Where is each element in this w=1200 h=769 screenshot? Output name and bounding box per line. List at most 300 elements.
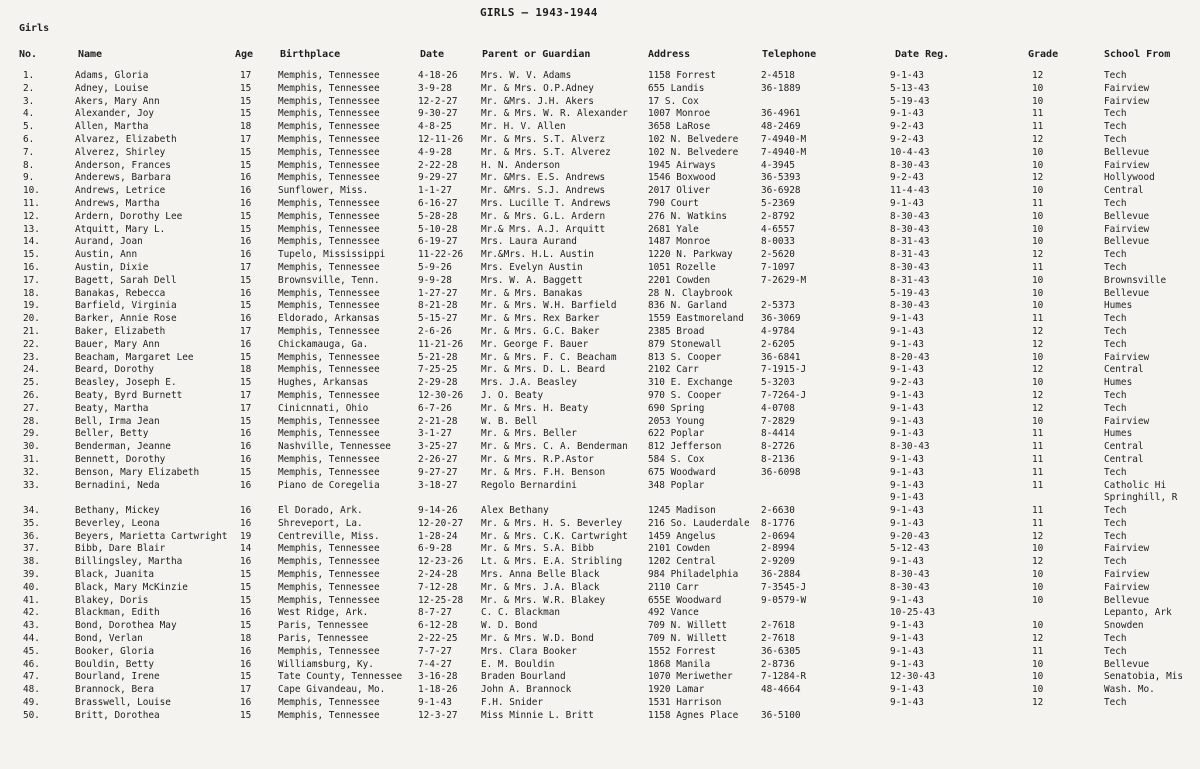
- cell-parent: J. O. Beaty: [481, 389, 544, 401]
- cell-address: 690 Spring: [648, 402, 705, 414]
- cell-name: Brasswell, Louise: [75, 697, 171, 709]
- cell-name: Beard, Dorothy: [75, 364, 155, 376]
- cell-no: 2.: [23, 82, 35, 94]
- cell-name: Benderman, Jeanne: [75, 441, 171, 453]
- cell-grade: 12: [1032, 364, 1044, 376]
- cell-grade: 11: [1032, 197, 1044, 209]
- cell-school-from: Fairview: [1104, 223, 1150, 235]
- cell-parent: Mr. & Mrs. C.K. Cartwright: [481, 530, 628, 542]
- cell-grade: 12: [1032, 172, 1044, 184]
- cell-name: Bond, Verlan: [75, 633, 143, 645]
- cell-school-from: Tech: [1104, 133, 1127, 145]
- cell-school-from: Fairview: [1104, 95, 1150, 107]
- cell-name: Billingsley, Martha: [75, 556, 183, 568]
- cell-name: Black, Mary McKinzie: [75, 581, 188, 593]
- cell-parent: Mr. & Mrs. F.H. Benson: [481, 466, 606, 478]
- cell-telephone: 7-2829: [761, 415, 795, 427]
- cell-parent: E. M. Bouldin: [481, 658, 555, 670]
- cell-birthplace: Memphis, Tennessee: [278, 428, 380, 440]
- cell-telephone: 48-2469: [761, 121, 801, 133]
- cell-telephone: 7-1915-J: [761, 364, 807, 376]
- cell-no: 40.: [23, 581, 40, 593]
- cell-school-from: Fairview: [1104, 351, 1150, 363]
- cell-date-reg: 8-20-43: [890, 351, 930, 363]
- cell-date: 1-27-27: [418, 287, 458, 299]
- cell-no: 34.: [23, 505, 40, 517]
- cell-no: 39.: [23, 569, 40, 581]
- cell-address: 970 S. Cooper: [648, 389, 722, 401]
- table-row: [0, 121, 1200, 134]
- cell-name: Beasley, Joseph E.: [75, 377, 177, 389]
- table-row: [0, 185, 1200, 198]
- cell-no: 50.: [23, 709, 40, 721]
- cell-school-from: Fairview: [1104, 415, 1150, 427]
- cell-date-reg: 9-1-43: [890, 556, 924, 568]
- cell-date: 7-4-27: [418, 658, 452, 670]
- cell-date-reg: 9-2-43: [890, 172, 924, 184]
- cell-parent: Mr. & Mrs. H. S. Beverley: [481, 517, 623, 529]
- cell-birthplace: West Ridge, Ark.: [278, 607, 369, 619]
- cell-name: Ardern, Dorothy Lee: [75, 210, 183, 222]
- cell-name: Blackman, Edith: [75, 607, 160, 619]
- cell-address: 790 Court: [648, 197, 699, 209]
- cell-no: 5.: [23, 121, 35, 133]
- cell-telephone: 2-8792: [761, 210, 795, 222]
- cell-no: 44.: [23, 633, 40, 645]
- cell-telephone: 7-7264-J: [761, 389, 807, 401]
- header-age: Age: [235, 49, 254, 60]
- cell-date-reg: 9-1-43: [890, 658, 924, 670]
- cell-school-from: Springhill, R: [1104, 492, 1178, 504]
- table-row: [0, 659, 1200, 672]
- cell-date: 12-25-28: [418, 594, 464, 606]
- cell-age: 15: [240, 377, 252, 389]
- cell-name: Alexander, Joy: [75, 108, 155, 120]
- cell-name: Atquitt, Mary L.: [75, 223, 166, 235]
- cell-age: 16: [240, 197, 252, 209]
- cell-age: 16: [240, 249, 252, 261]
- cell-date-reg: 9-1-43: [890, 466, 924, 478]
- cell-telephone: 7-4940-M: [761, 133, 807, 145]
- cell-no: 47.: [23, 671, 40, 683]
- cell-date: 5-9-26: [418, 261, 452, 273]
- cell-grade: 10: [1032, 658, 1044, 670]
- cell-parent: Mrs. Anna Belle Black: [481, 569, 600, 581]
- cell-name: Adams, Gloria: [75, 70, 149, 81]
- cell-grade: 11: [1032, 108, 1044, 120]
- cell-no: 14.: [23, 236, 40, 248]
- cell-telephone: 2-5373: [761, 300, 795, 312]
- cell-birthplace: Centreville, Miss.: [278, 530, 380, 542]
- cell-school-from: Tech: [1104, 633, 1127, 645]
- cell-birthplace: Eldorado, Arkansas: [278, 313, 380, 325]
- cell-no: 15.: [23, 249, 40, 261]
- cell-school-from: Tech: [1104, 261, 1127, 273]
- cell-date: 1-18-26: [418, 684, 458, 696]
- cell-address: 2385 Broad: [648, 325, 705, 337]
- cell-address: 1202 Central: [648, 556, 716, 568]
- cell-birthplace: Chickamauga, Ga.: [278, 338, 369, 350]
- cell-no: 37.: [23, 543, 40, 555]
- cell-address: 709 N. Willett: [648, 620, 728, 632]
- table-row: [0, 147, 1200, 160]
- cell-address: 879 Stonewall: [648, 338, 722, 350]
- cell-date-reg: 9-1-43: [890, 517, 924, 529]
- cell-address: 1158 Agnes Place: [648, 709, 739, 721]
- cell-age: 17: [240, 389, 252, 401]
- page-title: GIRLS — 1943-1944: [480, 6, 598, 19]
- cell-grade: 12: [1032, 338, 1044, 350]
- cell-address: 102 N. Belvedere: [648, 146, 739, 158]
- cell-birthplace: Memphis, Tennessee: [278, 172, 380, 184]
- cell-date: 1-1-27: [418, 185, 452, 197]
- cell-no: 24.: [23, 364, 40, 376]
- cell-name: Bibb, Dare Blair: [75, 543, 166, 555]
- table-row: [0, 172, 1200, 185]
- cell-age: 15: [240, 159, 252, 171]
- cell-date: 5-15-27: [418, 313, 458, 325]
- cell-date-reg: 12-30-43: [890, 671, 936, 683]
- cell-school-from: Hollywood: [1104, 172, 1155, 184]
- cell-date: 6-9-28: [418, 543, 452, 555]
- cell-no: 29.: [23, 428, 40, 440]
- cell-parent: John A. Brannock: [481, 684, 572, 696]
- cell-date: 2-26-27: [418, 453, 458, 465]
- cell-date-reg: 9-1-43: [890, 479, 924, 491]
- cell-address: 836 N. Garland: [648, 300, 728, 312]
- cell-age: 16: [240, 172, 252, 184]
- cell-no: 28.: [23, 415, 40, 427]
- cell-parent: Mr. & Mrs. W.H. Barfield: [481, 300, 617, 312]
- cell-address: 655 Landis: [648, 82, 705, 94]
- cell-date: 3-25-27: [418, 441, 458, 453]
- cell-date-reg: 9-1-43: [890, 108, 924, 120]
- cell-parent: Regolo Bernardini: [481, 479, 577, 491]
- table-row: [0, 710, 1200, 723]
- cell-birthplace: Memphis, Tennessee: [278, 325, 380, 337]
- cell-birthplace: Memphis, Tennessee: [278, 121, 380, 133]
- cell-parent: Mr. & Mrs. R.P.Astor: [481, 453, 594, 465]
- cell-parent: Mr. &Mrs. E.S. Andrews: [481, 172, 606, 184]
- cell-grade: 12: [1032, 325, 1044, 337]
- cell-school-from: Humes: [1104, 428, 1133, 440]
- cell-telephone: 36-6928: [761, 185, 801, 197]
- table-row: [0, 108, 1200, 121]
- cell-address: 1245 Madison: [648, 505, 716, 517]
- table-row: [0, 569, 1200, 582]
- cell-address: 584 S. Cox: [648, 453, 705, 465]
- table-row: [0, 428, 1200, 441]
- table-row: [0, 646, 1200, 659]
- cell-address: 1546 Boxwood: [648, 172, 716, 184]
- cell-no: 21.: [23, 325, 40, 337]
- table-row: [0, 249, 1200, 262]
- cell-parent: Mr. & Mrs. G.L. Ardern: [481, 210, 606, 222]
- cell-date-reg: 9-1-43: [890, 325, 924, 337]
- cell-date-reg: 9-20-43: [890, 530, 930, 542]
- cell-age: 16: [240, 645, 252, 657]
- cell-age: 15: [240, 594, 252, 606]
- cell-birthplace: Memphis, Tennessee: [278, 569, 380, 581]
- cell-age: 19: [240, 530, 252, 542]
- cell-no: 19.: [23, 300, 40, 312]
- cell-telephone: 4-0708: [761, 402, 795, 414]
- cell-parent: Mr. & Mrs. S.A. Bibb: [481, 543, 594, 555]
- cell-grade: 11: [1032, 121, 1044, 133]
- cell-telephone: 2-4518: [761, 70, 795, 81]
- table-row: [0, 198, 1200, 211]
- cell-date-reg: 9-1-43: [890, 364, 924, 376]
- cell-parent: Mr. H. V. Allen: [481, 121, 566, 133]
- cell-name: Beller, Betty: [75, 428, 149, 440]
- cell-telephone: 36-6098: [761, 466, 801, 478]
- table-row: [0, 467, 1200, 480]
- cell-grade: 12: [1032, 633, 1044, 645]
- cell-date: 3-16-28: [418, 671, 458, 683]
- cell-birthplace: Memphis, Tennessee: [278, 415, 380, 427]
- cell-telephone: 8-4414: [761, 428, 795, 440]
- cell-birthplace: Memphis, Tennessee: [278, 261, 380, 273]
- cell-birthplace: Memphis, Tennessee: [278, 389, 380, 401]
- cell-address: 1051 Rozelle: [648, 261, 716, 273]
- cell-address: 1552 Forrest: [648, 645, 716, 657]
- cell-date-reg: 9-2-43: [890, 377, 924, 389]
- cell-school-from: Tech: [1104, 556, 1127, 568]
- cell-grade: 11: [1032, 313, 1044, 325]
- cell-age: 16: [240, 517, 252, 529]
- cell-parent: Mr. & Mrs. J.A. Black: [481, 581, 600, 593]
- cell-birthplace: Memphis, Tennessee: [278, 543, 380, 555]
- cell-birthplace: Brownsville, Tenn.: [278, 274, 380, 286]
- cell-age: 17: [240, 261, 252, 273]
- cell-date: 2-22-25: [418, 633, 458, 645]
- cell-name: Bell, Irma Jean: [75, 415, 160, 427]
- cell-school-from: Bellevue: [1104, 658, 1150, 670]
- header-parent: Parent or Guardian: [482, 49, 591, 60]
- cell-age: 15: [240, 82, 252, 94]
- cell-address: 1487 Monroe: [648, 236, 711, 248]
- cell-age: 16: [240, 658, 252, 670]
- cell-birthplace: Memphis, Tennessee: [278, 556, 380, 568]
- cell-date: 4-9-28: [418, 146, 452, 158]
- cell-date-reg: 8-31-43: [890, 274, 930, 286]
- cell-date-reg: 9-1-43: [890, 697, 924, 709]
- cell-date: 2-21-28: [418, 415, 458, 427]
- cell-grade: 12: [1032, 249, 1044, 261]
- cell-parent: H. N. Anderson: [481, 159, 561, 171]
- cell-date-reg: 8-31-43: [890, 236, 930, 248]
- cell-date: 6-7-26: [418, 402, 452, 414]
- cell-address: 2110 Carr: [648, 581, 699, 593]
- table-row: [0, 595, 1200, 608]
- cell-birthplace: Memphis, Tennessee: [278, 210, 380, 222]
- cell-address: 1868 Manila: [648, 658, 711, 670]
- cell-birthplace: El Dorado, Ark.: [278, 505, 363, 517]
- cell-school-from: Catholic Hi: [1104, 479, 1167, 491]
- cell-date-reg: 9-1-43: [890, 492, 924, 504]
- cell-telephone: 4-9784: [761, 325, 795, 337]
- cell-parent: W. B. Bell: [481, 415, 538, 427]
- cell-birthplace: Memphis, Tennessee: [278, 364, 380, 376]
- cell-no: 11.: [23, 197, 40, 209]
- cell-telephone: 7-1097: [761, 261, 795, 273]
- header-address: Address: [648, 49, 691, 60]
- cell-birthplace: Cinicnnati, Ohio: [278, 402, 369, 414]
- cell-age: 16: [240, 607, 252, 619]
- cell-parent: Mr. & Mrs. Beller: [481, 428, 577, 440]
- cell-date: 12-20-27: [418, 517, 464, 529]
- cell-age: 18: [240, 364, 252, 376]
- cell-grade: 12: [1032, 389, 1044, 401]
- cell-school-from: Brownsville: [1104, 274, 1167, 286]
- cell-parent: Mrs. Clara Booker: [481, 645, 577, 657]
- cell-school-from: Fairview: [1104, 569, 1150, 581]
- cell-name: Akers, Mary Ann: [75, 95, 160, 107]
- cell-name: Bennett, Dorothy: [75, 453, 166, 465]
- cell-grade: 10: [1032, 415, 1044, 427]
- header-school-from: School From: [1104, 49, 1171, 60]
- cell-telephone: 4-3945: [761, 159, 795, 171]
- cell-telephone: 7-3545-J: [761, 581, 807, 593]
- cell-age: 15: [240, 351, 252, 363]
- table-row: [0, 556, 1200, 569]
- header-date-reg: Date Reg.: [895, 49, 950, 60]
- table-row: [0, 211, 1200, 224]
- cell-date: 2-24-28: [418, 569, 458, 581]
- cell-birthplace: Cape Givandeau, Mo.: [278, 684, 386, 696]
- table-row: [0, 275, 1200, 288]
- cell-parent: W. D. Bond: [481, 620, 538, 632]
- cell-parent: Mr. & Mrs. H. Beaty: [481, 402, 589, 414]
- cell-date-reg: 8-30-43: [890, 223, 930, 235]
- cell-telephone: 9-0579-W: [761, 594, 807, 606]
- cell-school-from: Bellevue: [1104, 210, 1150, 222]
- cell-date: 1-28-24: [418, 530, 458, 542]
- cell-grade: 10: [1032, 95, 1044, 107]
- table-row: [0, 505, 1200, 518]
- cell-grade: 12: [1032, 70, 1044, 81]
- table-row: [0, 313, 1200, 326]
- cell-school-from: Central: [1104, 364, 1144, 376]
- cell-telephone: 36-6305: [761, 645, 801, 657]
- table-row: [0, 480, 1200, 493]
- cell-school-from: Tech: [1104, 697, 1127, 709]
- cell-date-reg: 9-1-43: [890, 453, 924, 465]
- cell-birthplace: Hughes, Arkansas: [278, 377, 369, 389]
- cell-date: 3-9-28: [418, 82, 452, 94]
- cell-no: 22.: [23, 338, 40, 350]
- table-row: [0, 70, 1200, 83]
- table-row: [0, 236, 1200, 249]
- cell-birthplace: Piano de Coregelia: [278, 479, 380, 491]
- cell-age: 16: [240, 479, 252, 491]
- cell-name: Aurand, Joan: [75, 236, 143, 248]
- cell-grade: 10: [1032, 351, 1044, 363]
- cell-date: 12-3-27: [418, 709, 458, 721]
- cell-address: 984 Philadelphia: [648, 569, 739, 581]
- header-birthplace: Birthplace: [280, 49, 341, 60]
- cell-name: Brannock, Bera: [75, 684, 155, 696]
- cell-telephone: 36-3069: [761, 313, 801, 325]
- cell-telephone: 8-2726: [761, 441, 795, 453]
- cell-age: 15: [240, 569, 252, 581]
- cell-no: 18.: [23, 287, 40, 299]
- cell-name: Adney, Louise: [75, 82, 149, 94]
- cell-telephone: 36-5393: [761, 172, 801, 184]
- cell-no: 45.: [23, 645, 40, 657]
- cell-date: 7-12-28: [418, 581, 458, 593]
- cell-name: Britt, Dorothea: [75, 709, 160, 721]
- cell-date-reg: 9-1-43: [890, 197, 924, 209]
- cell-telephone: 8-0033: [761, 236, 795, 248]
- cell-birthplace: Memphis, Tennessee: [278, 197, 380, 209]
- cell-name: Bauer, Mary Ann: [75, 338, 160, 350]
- cell-no: 1.: [23, 70, 35, 81]
- cell-birthplace: Memphis, Tennessee: [278, 236, 380, 248]
- cell-no: 48.: [23, 684, 40, 696]
- cell-school-from: Bellevue: [1104, 146, 1150, 158]
- cell-name: Blakey, Doris: [75, 594, 149, 606]
- cell-school-from: Tech: [1104, 70, 1127, 81]
- cell-age: 15: [240, 620, 252, 632]
- cell-age: 15: [240, 709, 252, 721]
- cell-address: 812 Jefferson: [648, 441, 722, 453]
- cell-parent: Mr. & Mrs. G.C. Baker: [481, 325, 600, 337]
- cell-age: 15: [240, 95, 252, 107]
- cell-grade: 12: [1032, 556, 1044, 568]
- header-telephone: Telephone: [762, 49, 817, 60]
- table-row: [0, 160, 1200, 173]
- table-row: [0, 224, 1200, 237]
- cell-date: 5-21-28: [418, 351, 458, 363]
- cell-school-from: Tech: [1104, 466, 1127, 478]
- cell-date-reg: 9-1-43: [890, 428, 924, 440]
- cell-name: Andrews, Letrice: [75, 185, 166, 197]
- cell-address: 709 N. Willett: [648, 633, 728, 645]
- cell-age: 15: [240, 466, 252, 478]
- cell-age: 15: [240, 300, 252, 312]
- cell-birthplace: Memphis, Tennessee: [278, 159, 380, 171]
- cell-school-from: Bellevue: [1104, 287, 1150, 299]
- cell-birthplace: Memphis, Tennessee: [278, 594, 380, 606]
- cell-address: 28 N. Claybrook: [648, 287, 733, 299]
- cell-school-from: Lepanto, Ark: [1104, 607, 1172, 619]
- cell-birthplace: Memphis, Tennessee: [278, 697, 380, 709]
- cell-grade: 10: [1032, 185, 1044, 197]
- table-row: [0, 543, 1200, 556]
- cell-no: 13.: [23, 223, 40, 235]
- cell-parent: Mr. & Mrs. W. R. Alexander: [481, 108, 628, 120]
- cell-date: 11-22-26: [418, 249, 464, 261]
- cell-date-reg: 9-1-43: [890, 645, 924, 657]
- cell-school-from: Fairview: [1104, 159, 1150, 171]
- cell-age: 17: [240, 70, 252, 81]
- cell-parent: Mr.&Mrs. H.L. Austin: [481, 249, 594, 261]
- cell-school-from: Snowden: [1104, 620, 1144, 632]
- cell-date: 12-23-26: [418, 556, 464, 568]
- cell-name: Barker, Annie Rose: [75, 313, 177, 325]
- cell-grade: 10: [1032, 543, 1044, 555]
- cell-grade: 11: [1032, 517, 1044, 529]
- cell-date-reg: 9-1-43: [890, 415, 924, 427]
- cell-no: 46.: [23, 658, 40, 670]
- register-table: [0, 70, 1200, 723]
- cell-date: 5-10-28: [418, 223, 458, 235]
- cell-parent: Mrs. W. V. Adams: [481, 70, 572, 81]
- cell-birthplace: Memphis, Tennessee: [278, 466, 380, 478]
- table-row: [0, 288, 1200, 301]
- table-row: [0, 390, 1200, 403]
